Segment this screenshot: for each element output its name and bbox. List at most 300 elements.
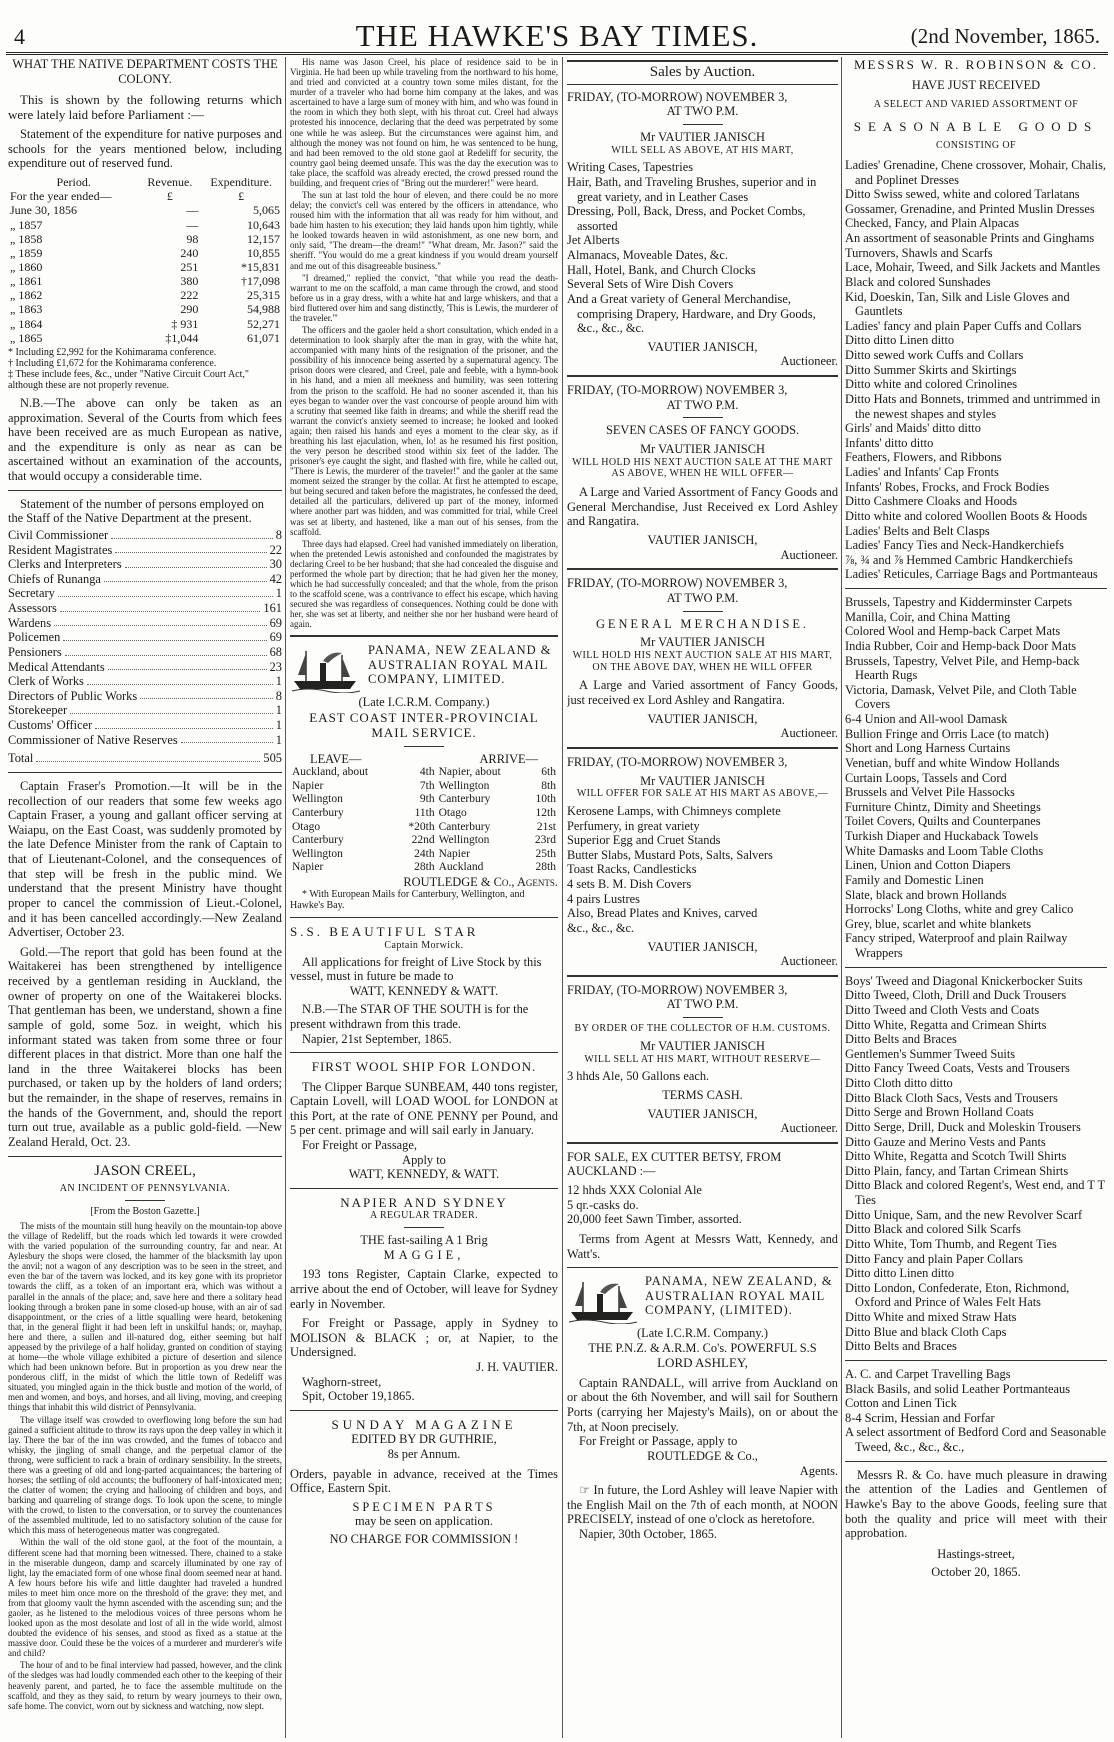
auction-will: WILL HOLD HIS NEXT AUCTION SALE AT THE MART AS ABOVE, WHEN HE WILL OFFER— bbox=[572, 456, 833, 480]
staff-total-value: 505 bbox=[263, 751, 282, 766]
auction-role: Auctioneer. bbox=[780, 1121, 838, 1136]
list-item: Ladies' Belts and Belt Clasps bbox=[845, 523, 990, 538]
staff-row bbox=[8, 586, 282, 601]
goods-list-household bbox=[845, 595, 1107, 961]
auction-advert bbox=[567, 90, 838, 369]
auction-advert bbox=[567, 576, 838, 741]
sydney-sub: A REGULAR TRADER. bbox=[369, 1210, 478, 1222]
staff-total-label: Total bbox=[8, 751, 34, 766]
sunday-price: 8s per Annum. bbox=[387, 1446, 461, 1461]
schedule-leave-day: 24th bbox=[414, 847, 435, 860]
table-cell-expenditure: 54,988 bbox=[247, 302, 280, 317]
table-cell-period: „ 1862 bbox=[10, 288, 43, 303]
list-item: Ditto ditto Linen ditto bbox=[845, 333, 955, 348]
table-header: Period. bbox=[56, 175, 91, 190]
table-row bbox=[8, 288, 282, 302]
list-item: Toilet Covers, Quilts and Counterpanes bbox=[845, 814, 1041, 829]
dot-leader bbox=[54, 616, 267, 627]
table-header: Expenditure. bbox=[210, 175, 272, 190]
staff-row bbox=[8, 703, 282, 718]
list-item: 4 pairs Lustres bbox=[567, 891, 640, 906]
wool-ship-advert bbox=[290, 1059, 558, 1182]
firm-consisting: CONSISTING OF bbox=[936, 140, 1016, 152]
staff-role: Pensioners bbox=[8, 644, 62, 659]
divider bbox=[125, 1200, 165, 1201]
schedule-arrive-port: Auckland bbox=[438, 861, 484, 874]
list-item: And a Great variety of General Merchandise, comprising Drapery, Hardware, and Dry Goods, &c., &c., &c. bbox=[567, 291, 816, 336]
table-cell-period: „ 1859 bbox=[10, 245, 43, 260]
schedule-arrive-port: Canterbury bbox=[438, 793, 491, 806]
schedule-arrive-day: 21st bbox=[536, 820, 556, 833]
lord-ashley-ship: LORD ASHLEY, bbox=[657, 1355, 748, 1371]
schedule-row bbox=[290, 780, 558, 794]
staff-role: Clerks and Interpreters bbox=[8, 557, 122, 572]
list-item: Ditto Cashmere Cloaks and Hoods bbox=[845, 494, 1018, 509]
list-item: Ditto Cloth ditto ditto bbox=[845, 1076, 953, 1090]
list-item: Butter Slabs, Mustard Pots, Salts, Salvers bbox=[567, 847, 773, 862]
auction-role: Auctioneer. bbox=[780, 547, 838, 562]
schedule-row bbox=[290, 821, 558, 835]
list-item: Linen, Union and Cotton Diapers bbox=[845, 858, 1011, 873]
column-divider bbox=[285, 57, 286, 1738]
list-item: Ditto Belts and Braces bbox=[845, 1032, 957, 1047]
table-cell-revenue: 98 bbox=[186, 231, 199, 246]
list-item: Grey, blue, scarlet and white blankets bbox=[845, 916, 1032, 931]
column-1 bbox=[8, 57, 282, 1738]
divider bbox=[290, 1052, 558, 1053]
mail-service-title: EAST COAST INTER-PROVINCIAL MAIL SERVICE. bbox=[309, 710, 539, 741]
staff-role: Commissioner of Native Reserves bbox=[8, 732, 178, 747]
divider bbox=[567, 1142, 838, 1144]
table-row bbox=[8, 302, 282, 316]
dot-leader bbox=[115, 543, 266, 554]
staff-role: Policemen bbox=[8, 630, 61, 645]
schedule-leave-port: Wellington bbox=[292, 793, 343, 806]
auction-heading: SEVEN CASES OF FANCY GOODS. bbox=[605, 423, 800, 438]
list-item: Fancy striped, Waterproof and plain Railway Wrappers bbox=[845, 931, 1068, 960]
divider bbox=[290, 1410, 558, 1411]
table-cell-expenditure: 25,315 bbox=[247, 288, 280, 303]
firm-date: October 20, 1865. bbox=[931, 1565, 1021, 1580]
list-item: Hair, Bath, and Traveling Brushes, superior and in great variety, and in Leather Cases bbox=[567, 174, 817, 204]
list-item: Gentlemen's Summer Tweed Suits bbox=[845, 1046, 1016, 1061]
dot-leader bbox=[125, 557, 267, 568]
schedule-arrive-port: Napier, about bbox=[438, 766, 501, 779]
schedule-leave-day: 11th bbox=[414, 806, 435, 819]
betsy-item-list bbox=[567, 1183, 838, 1227]
list-item: Family and Domestic Linen bbox=[845, 872, 984, 887]
list-item: Toast Racks, Candlesticks bbox=[567, 862, 697, 877]
staff-row bbox=[8, 543, 282, 558]
list-item: Ditto Blue and black Cloth Caps bbox=[845, 1324, 1007, 1339]
story-paragraph: His name was Jason Creel, his place of residence said to be in Virginia. He had been up while traveling from the northward to his home, and tried and convicted at a country town some miles distant, for the murder of a traveler who had borne him company at the lakes, and was ascertained to have a large sum of money with him, and who was found in the room in which they both slept, with his throat cut. Creel had always protested his innocence, declaring that the deed was perpetrated by some one while he was asleep. But the circumstances were against him, and although the money was not found on him, he was sentenced to be hung, and had been removed to the old stone gaol at Redeliff for security, the country gaol being deemed unsafe. This was the day the execution was to take place, the scaffold was already erected, the crowd pressed round the building, and frequent cries of "Bring out the murderer!" were heard. bbox=[290, 57, 558, 188]
list-item: Ditto White and mixed Straw Hats bbox=[845, 1310, 1017, 1324]
auction-role: Auctioneer. bbox=[780, 354, 838, 369]
list-item: Victoria, Damask, Velvet Pile, and Cloth Table Covers bbox=[845, 682, 1077, 712]
schedule-table bbox=[290, 766, 558, 875]
firm-select: A SELECT AND VARIED ASSORTMENT OF bbox=[873, 98, 1079, 110]
staff-row bbox=[8, 528, 282, 543]
star-sign: WATT, KENNEDY & WATT. bbox=[349, 983, 499, 998]
divider bbox=[683, 611, 723, 612]
staff-row bbox=[8, 616, 282, 631]
list-item: Almanacs, Moveable Dates, &c. bbox=[567, 248, 729, 263]
auction-item-list bbox=[567, 804, 838, 936]
list-item: Girls' and Maids' ditto ditto bbox=[845, 421, 981, 436]
list-item: Black and colored Sunshades bbox=[845, 274, 991, 289]
staff-row bbox=[8, 645, 282, 660]
dot-leader bbox=[60, 601, 261, 612]
steamship-icon bbox=[567, 1276, 639, 1324]
auction-sign: VAUTIER JANISCH, bbox=[647, 533, 758, 548]
list-item: Gossamer, Grenadine, and Printed Muslin Dresses bbox=[845, 201, 1095, 216]
staff-count: 68 bbox=[269, 644, 282, 659]
schedule-row bbox=[290, 834, 558, 848]
column-3 bbox=[567, 57, 838, 1738]
schedule-leave-day: 22nd bbox=[411, 834, 435, 847]
staff-row bbox=[8, 660, 282, 675]
table-subheader-row bbox=[8, 189, 282, 203]
auction-advert bbox=[567, 383, 838, 562]
staff-row bbox=[8, 718, 282, 733]
column-4 bbox=[845, 57, 1107, 1738]
lord-ashley-sign: ROUTLEDGE & Co., bbox=[647, 1448, 758, 1463]
table-row bbox=[8, 246, 282, 260]
table-cell-expenditure: 61,071 bbox=[247, 330, 280, 345]
maggie-sign: J. H. VAUTIER. bbox=[476, 1360, 558, 1375]
table-cell-period: „ 1860 bbox=[10, 259, 43, 274]
table-cell-expenditure: 10,643 bbox=[247, 217, 280, 232]
list-item: Several Sets of Wire Dish Covers bbox=[567, 277, 734, 292]
dot-leader bbox=[70, 703, 273, 714]
table-row bbox=[8, 260, 282, 274]
sunday-title: SUNDAY MAGAZINE bbox=[331, 1416, 517, 1432]
table-cell-revenue: 290 bbox=[180, 302, 199, 317]
auction-date: FRIDAY, (TO-MORROW) NOVEMBER 3, bbox=[567, 982, 788, 997]
list-item: Ditto London, Confederate, Eton, Richmond, Oxford and Prince of Wales Felt Hats bbox=[845, 1280, 1070, 1310]
auction-will: WILL HOLD HIS NEXT AUCTION SALE AT HIS MART, ON THE ABOVE DAY, WHEN HE WILL OFFER bbox=[572, 649, 833, 673]
table-subheader: £ bbox=[238, 189, 245, 204]
list-item: Ladies' fancy and plain Paper Cuffs and Collars bbox=[845, 318, 1082, 333]
schedule-header-leave: LEAVE— bbox=[310, 751, 362, 766]
list-item: Colored Wool and Hemp-back Carpet Mats bbox=[845, 624, 1061, 639]
list-item: Ditto Gauze and Merino Vests and Pants bbox=[845, 1134, 1046, 1149]
staff-role: Chiefs of Runanga bbox=[8, 571, 101, 586]
auction-advert bbox=[567, 755, 838, 969]
staff-count: 8 bbox=[275, 527, 282, 542]
beautiful-star-advert bbox=[290, 924, 558, 1046]
staff-count: 69 bbox=[269, 615, 282, 630]
list-item: 12 hhds XXX Colonial Ale bbox=[567, 1183, 702, 1198]
maggie-date: Spit, October 19,1865. bbox=[302, 1389, 415, 1404]
maggie-body: 193 tons Register, Captain Clarke, expected to arrive about the end of October, will leave for Sydney early in November. bbox=[290, 1267, 558, 1311]
schedule-leave-port: Auckland, about bbox=[292, 766, 369, 779]
table-row bbox=[8, 317, 282, 331]
auction-time: AT TWO P.M. bbox=[666, 997, 739, 1012]
list-item: A select assortment of Bedford Cord and Seasonable Tweed, &c., &c., &c., bbox=[845, 1425, 1107, 1454]
list-item: Ditto Serge and Brown Holland Coats bbox=[845, 1105, 1034, 1120]
staff-row bbox=[8, 689, 282, 704]
auction-sign: VAUTIER JANISCH, bbox=[647, 939, 758, 954]
firm-seasonable: SEASONABLE GOODS bbox=[853, 118, 1099, 134]
dot-leader bbox=[111, 528, 273, 539]
auction-role: Auctioneer. bbox=[780, 726, 838, 741]
auction-body: A Large and Varied assortment of Fancy Goods, just received ex Lord Ashley and Rangatira. bbox=[567, 678, 838, 708]
lord-ashley-line: THE P.N.Z. & A.R.M. Co's. POWERFUL S.S bbox=[588, 1340, 817, 1355]
list-item: Turnovers, Shawls and Scarfs bbox=[845, 245, 993, 260]
list-item: Ditto Fancy Tweed Coats, Vests and Trousers bbox=[845, 1061, 1070, 1076]
lord-ashley-sub: (Late I.C.R.M. Company.) bbox=[637, 1326, 768, 1341]
betsy-terms: Terms from Agent at Messrs Watt, Kennedy, and Watt's. bbox=[567, 1231, 838, 1261]
wool-sign: WATT, KENNEDY, & WATT. bbox=[348, 1167, 500, 1182]
staff-role: Medical Attendants bbox=[8, 659, 105, 674]
dot-leader bbox=[65, 645, 267, 656]
staff-count: 1 bbox=[275, 674, 282, 689]
list-item: Ditto Serge, Drill, Duck and Moleskin Trousers bbox=[845, 1119, 1081, 1134]
divider bbox=[8, 490, 282, 491]
table-cell-revenue: — bbox=[186, 217, 199, 232]
maggie-freight: For Freight or Passage, apply in Sydney to MOLISON & BLACK ; or, at Napier, to the Undersigned. bbox=[290, 1316, 558, 1360]
story-title: JASON CREEL, bbox=[94, 1162, 196, 1179]
sydney-title: NAPIER AND SYDNEY bbox=[340, 1194, 508, 1210]
table-cell-revenue: 240 bbox=[180, 245, 199, 260]
firm-place: Hastings-street, bbox=[937, 1546, 1015, 1561]
list-item: An assortment of seasonable Prints and Ginghams bbox=[845, 231, 1095, 245]
auction-auctioneer: Mr VAUTIER JANISCH bbox=[640, 635, 765, 650]
list-item: Ditto White, Regatta and Crimean Shirts bbox=[845, 1017, 1047, 1032]
schedule-row bbox=[290, 793, 558, 807]
story-paragraph: The mists of the mountain still hung heavily on the mountain-top above the village of Redeliff, but the roads which led towards it were crowded with the varied population of the surrounding country, far and near. At Aylesbury the shops were closed, the hammer of the blacksmith lay upon the anvil; not a wagon of any description was to be seen in the street, and even the bar of the tavern was locked, and its key gone with its proprietor towards the cliff, as a token of an important era, which was without a parallel in the annals of the place; and, save here and there a solitary head looking through a broken pane in some closed-up house, with an air of sad disappointment, or the cries of a little squalling were heard, betokening that, in the general flight it had been left in unskilful hands; or, mayhap, here and there, a sullen and ill-natured dog, either seeming but half appeased by the privilege of a half holiday, granted on condition of staying at home—the whole village exhibited a picture of desertion and silence which had been unknown before. But in proportion as you drew near the ponderous cliff, in the midst of which the little town of Redeliff was situated, you mingled again in the thick bustle and motion of the world, of men and women, and boys, and horses, and all living, moving, and creeping things that inhabit this wild district of Pennsylvania. bbox=[8, 1221, 282, 1413]
auction-body: A Large and Varied Assortment of Fancy Goods and General Merchandise, Just Received ex Lord Ashley and Rangatira. bbox=[567, 485, 838, 529]
list-item: Ditto Plain, fancy, and Tartan Crimean Shirts bbox=[845, 1163, 1069, 1178]
sunday-orders: Orders, payable in advance, received at the Times Office, Eastern Spit. bbox=[290, 1466, 558, 1496]
list-item: 6-4 Union and All-wool Damask bbox=[845, 712, 1008, 726]
star-date: Napier, 21st September, 1865. bbox=[302, 1031, 452, 1046]
schedule-arrive-port: Otago bbox=[438, 806, 467, 819]
staff-row bbox=[8, 572, 282, 587]
list-item: Cotton and Linen Tick bbox=[845, 1396, 957, 1411]
list-item: Superior Egg and Cruet Stands bbox=[567, 833, 721, 848]
list-item: ⅞, ¾ and ⅞ Hemmed Cambric Handkerchiefs bbox=[845, 552, 1073, 567]
dot-leader bbox=[181, 733, 273, 744]
list-item: Ladies' Fancy Ties and Neck-Handkerchiefs bbox=[845, 538, 1065, 553]
auction-body: 3 hhds Ale, 50 Gallons each. bbox=[567, 1069, 710, 1084]
auction-sign: VAUTIER JANISCH, bbox=[647, 711, 758, 726]
story-paragraph: The village itself was crowded to overflowing long before the sun had gained a sufficient altitude to throw its rays upon the deep valley in which it lay. There the bar of the inn was crowded, and the fumes of tobacco and whisky, the jingling of small change, and the perpetual clamor of the throng, were sufficient to rack a brain of ordinary sensibility. In the streets, there was a greeting of old and long-parted acquaintances; the bartering of horses; the settling of old accounts; the buffoonery of half-intoxicated men; the clatter of women; the crying and hallooing of children and boys, and barking and quarreling of strange dogs. To look upon the scene, to mingle with the crowd, to listen to the conversation, or to survey the countenances of the assembled multitude, led to no satisfactory solution of the cause for which this mass of heterogeneous matter was congregated. bbox=[8, 1414, 282, 1536]
table-cell-period: „ 1864 bbox=[10, 316, 43, 331]
list-item: Ditto Tweed, Cloth, Drill and Duck Trousers bbox=[845, 988, 1067, 1003]
table-cell-period: „ 1861 bbox=[10, 274, 43, 289]
sunday-magazine-advert bbox=[290, 1417, 558, 1547]
staff-role: Secretary bbox=[8, 586, 55, 601]
auction-auctioneer: Mr VAUTIER JANISCH bbox=[640, 441, 765, 456]
auction-time: AT TWO P.M. bbox=[666, 397, 739, 412]
column-divider bbox=[562, 57, 563, 1738]
staff-count: 23 bbox=[269, 659, 282, 674]
auction-will: WILL SELL AT HIS MART, WITHOUT RESERVE— bbox=[584, 1053, 821, 1065]
staff-role: Civil Commissioner bbox=[8, 527, 109, 542]
staff-count: 1 bbox=[275, 703, 282, 718]
mail-company-sign: ROUTLEDGE & Co., Agents. bbox=[403, 874, 558, 889]
list-item: Bullion Fringe and Orris Lace (to match) bbox=[845, 726, 1049, 741]
star-title: S.S. BEAUTIFUL STAR bbox=[290, 924, 479, 940]
auction-date: FRIDAY, (TO-MORROW) NOVEMBER 3, bbox=[567, 576, 788, 591]
schedule-arrive-day: 6th bbox=[541, 766, 556, 779]
staff-role: Clerk of Works bbox=[8, 674, 84, 689]
list-item: Ditto sewed work Cuffs and Collars bbox=[845, 348, 1024, 362]
table-header: Revenue. bbox=[147, 175, 193, 190]
staff-role: Wardens bbox=[8, 615, 52, 630]
list-item: Ditto Summer Skirts and Skirtings bbox=[845, 362, 1017, 377]
list-item: Brussels and Velvet Pile Hassocks bbox=[845, 785, 1015, 800]
story-source: [From the Boston Gazette.] bbox=[90, 1206, 200, 1218]
staff-row bbox=[8, 733, 282, 748]
auction-sign: VAUTIER JANISCH, bbox=[647, 339, 758, 354]
table-cell-expenditure: 52,271 bbox=[247, 316, 280, 331]
divider bbox=[683, 1017, 723, 1018]
list-item: Checked, Fancy, and Plain Alpacas bbox=[845, 216, 1019, 231]
auction-time: AT TWO P.M. bbox=[666, 590, 739, 605]
schedule-arrive-port: Wellington bbox=[438, 834, 490, 847]
divider bbox=[567, 568, 838, 570]
auction-heading: GENERAL MERCHANDISE. bbox=[595, 616, 810, 631]
table-subheader: £ bbox=[166, 189, 173, 204]
list-item: Dressing, Poll, Back, Dress, and Pocket Combs, assorted bbox=[567, 204, 806, 233]
dot-leader bbox=[87, 674, 273, 685]
staff-role: Directors of Public Works bbox=[8, 688, 138, 703]
auction-auctioneer: Mr VAUTIER JANISCH bbox=[640, 1038, 765, 1053]
story-paragraph: Within the wall of the old stone gaol, at the foot of the mountain, a different scene had that morning been witnessed. There, chained to a stake in the miserable dungeon, damp and scarcely illuminated by one ray of light, lay the emaciated form of one whose final doom seemed near at hand. A few hours before his wife and little daughter had traveled a hundred miles to meet him once more on the threshold of the grave: they met, and from that gloomy vault the hymn ascended with the ascending sun; and the gaoler, as he listened to the melodious voices of three persons whom he looked upon as the most desolate and lost of all in the wide world, almost doubted the evidence of his senses, and stood as fixed as a statue at the massive door. Could these be the voices of a murderer and murderer's wife and child? bbox=[8, 1537, 282, 1659]
divider bbox=[845, 967, 1107, 968]
staff-count: 42 bbox=[269, 571, 282, 586]
staff-role: Assessors bbox=[8, 601, 57, 616]
list-item: Ditto Black and colored Silk Scarfs bbox=[845, 1222, 1021, 1237]
auction-date: FRIDAY, (TO-MORROW) NOVEMBER 3, bbox=[567, 383, 788, 398]
list-item: Furniture Chintz, Dimity and Sheetings bbox=[845, 799, 1041, 814]
schedule-row bbox=[290, 861, 558, 875]
firm-closing: Messrs R. & Co. have much pleasure in drawing the attention of the Ladies and Gentlemen of Hawke's Bay to the above Goods, feeling sure that both the quality and price will meet with their approbation. bbox=[845, 1467, 1107, 1541]
schedule-leave-day: 9th bbox=[419, 793, 435, 806]
divider bbox=[683, 417, 723, 418]
article-intro: This is shown by the following returns which were lately laid before Parliament :— bbox=[8, 91, 282, 122]
mail-company-sub: (Late I.C.R.M. Company.) bbox=[358, 695, 490, 710]
auction-role: Auctioneer. bbox=[780, 954, 838, 969]
list-item: Ditto Black Cloth Sacs, Vests and Trousers bbox=[845, 1090, 1058, 1105]
list-item: Black Basils, and solid Leather Portmanteaus bbox=[845, 1381, 1071, 1396]
list-item: 20,000 feet Sawn Timber, assorted. bbox=[567, 1212, 742, 1227]
table-cell-expenditure: 10,855 bbox=[247, 245, 280, 260]
column-divider bbox=[841, 57, 842, 1738]
list-item: Ditto Black and colored Regent's, West end, and T T Ties bbox=[845, 1178, 1105, 1207]
mail-company-note: * With European Mails for Canterbury, Wellington, and Hawke's Bay. bbox=[290, 889, 525, 912]
sunday-nocharge: NO CHARGE FOR COMMISSION ! bbox=[329, 1532, 519, 1547]
story-paragraph: The hour of and to be final interview had passed, however, and the clink of the sledges was had loudly commended each other to the keeping of their heavenly parent, and parted, he to face the assemble multitude on the scaffold, and they as they said, to return by weary journeys to their own, safe home. The convict, worn out by sickness and watching, now slept. bbox=[8, 1660, 282, 1711]
article-fraser-promotion: Captain Fraser's Promotion.—It will be in the recollection of our readers that some few weeks ago Captain Fraser, a young and gallant officer serving at Waiapu, on the East Coast, was suddenly promoted by the late Defence Minister from the rank of Captain to that of Lieutenant-Colonel, and the consequences of that step will be fresh in the public mind. We understand that the present Ministry have thought proper to cancel the commission of Lieut.-Colonel, and it has been cancelled accordingly.—New Zealand Advertiser, October 23. bbox=[8, 778, 282, 940]
list-item: Infants' ditto ditto bbox=[845, 435, 934, 450]
steamship-icon bbox=[290, 645, 362, 693]
expenditure-intro: Statement of the expenditure for native purposes and schools for the years mentioned below, including expenditure out of reserved fund. bbox=[8, 127, 282, 171]
schedule-arrive-port: Wellington bbox=[438, 779, 490, 792]
divider bbox=[845, 1461, 1107, 1462]
table-cell-revenue: 222 bbox=[180, 288, 199, 303]
footnote: * Including £2,992 for the Kohimarama conference. bbox=[8, 346, 217, 358]
divider bbox=[290, 1188, 558, 1189]
auction-sign: VAUTIER JANISCH, bbox=[647, 1106, 758, 1121]
dot-leader bbox=[95, 718, 273, 729]
auction-date: FRIDAY, (TO-MORROW) NOVEMBER 3, bbox=[567, 754, 788, 769]
lord-ashley-title: PANAMA, NEW ZEALAND, & AUSTRALIAN ROYAL MAIL COMPANY, (LIMITED). bbox=[645, 1274, 833, 1317]
list-item: Ladies' Grenadine, Chene crossover, Mohair, Chalis, and Poplinet Dresses bbox=[845, 157, 1107, 187]
star-nb: N.B.—The STAR OF THE SOUTH is for the present withdrawn from this trade. bbox=[290, 1002, 529, 1032]
list-item: Ditto Unique, Sam, and the new Revolver Scarf bbox=[845, 1207, 1083, 1222]
list-item: Horrocks' Long Cloths, white and grey Calico bbox=[845, 902, 1074, 917]
list-item: Jet Alberts bbox=[567, 233, 620, 248]
list-item: Kid, Doeskin, Tan, Silk and Lisle Gloves and Gauntlets bbox=[845, 289, 1070, 319]
table-cell-revenue: — bbox=[186, 203, 199, 218]
sunday-specimen: SPECIMEN PARTS bbox=[352, 1499, 496, 1514]
schedule-row bbox=[290, 848, 558, 862]
staff-count: 8 bbox=[275, 688, 282, 703]
lord-ashley-freight: For Freight or Passage, apply to bbox=[579, 1434, 738, 1449]
divider bbox=[567, 375, 838, 377]
list-item: Ditto white and colored Woollen Boots & Hoods bbox=[845, 508, 1088, 523]
schedule-header bbox=[290, 752, 558, 767]
divider bbox=[290, 917, 558, 918]
list-item: Lace, Mohair, Tweed, and Silk Jackets and Mantles bbox=[845, 260, 1101, 275]
wool-title: FIRST WOOL SHIP FOR LONDON. bbox=[311, 1059, 537, 1075]
staff-row bbox=[8, 601, 282, 616]
sunday-editor: EDITED BY DR GUTHRIE, bbox=[351, 1432, 497, 1447]
list-item: Ladies' and Infants' Cap Fronts bbox=[845, 465, 999, 479]
table-cell-expenditure: †17,098 bbox=[241, 274, 280, 289]
dot-leader bbox=[63, 630, 266, 641]
wool-freight: For Freight or Passage, bbox=[302, 1138, 417, 1153]
auction-order: BY ORDER OF THE COLLECTOR OF H.M. CUSTOMS. bbox=[574, 1023, 831, 1035]
divider bbox=[404, 746, 444, 747]
staff-role: Resident Magistrates bbox=[8, 542, 113, 557]
list-item: A. C. and Carpet Travelling Bags bbox=[845, 1366, 1011, 1381]
napier-sydney-advert bbox=[290, 1195, 558, 1404]
divider bbox=[683, 124, 723, 125]
staff-row bbox=[8, 630, 282, 645]
story-paragraph: The officers and the gaoler held a short consultation, which ended in a determination to look sharply after the man in gray, with the white hat, accompanied with many hints of the resignation of the prisoner, and the possibility of his innocence being asserted by a supernatural agency. The prison doors were cleared, and Creel, pale and feeble, with a hymn-book in his hand, and a mien all meekness and humility, was seen tottering from the prison to the scaffold. He had no sooner ascended it, than his eyes began to wander over the vast concourse of people around him with a scrutiny that seemed like faith in dreams; and while the sheriff read the warrant the convict's anxiety seemed to increase; he looked and looked again; then raised his hands and eyes a moment to the clear sky, as if breathing his last ejaculation, when, lo! as he resumed his first position, the very person he described stood within six feet of the ladder. The prisoner's eye caught the sight, and flashed with fire, while he called out, "There is Lewis, the murderer of the traveler!" and the gaoler at the same moment seized the stranger by the collar. At first he attempted to escape, but being secured and taken before the magistrates, he confessed the deed, detailed all the particulars, delivered up part of the money, informed where another part was hidden, and was committed for trial, while Creel was set at liberty, and hastened, like a man out of his senses, from the scaffold. bbox=[290, 325, 558, 537]
list-item: Venetian, buff and white Window Hollands bbox=[845, 755, 1060, 770]
table-cell-revenue: ‡ 931 bbox=[171, 316, 199, 331]
schedule-leave-port: Canterbury bbox=[292, 834, 344, 847]
list-item: &c., &c., &c. bbox=[567, 920, 635, 935]
list-item: Turkish Diaper and Huckaback Towels bbox=[845, 829, 1039, 843]
table-cell-expenditure: 12,157 bbox=[247, 231, 280, 246]
schedule-arrive-day: 25th bbox=[535, 847, 556, 860]
table-row bbox=[8, 331, 282, 345]
list-item: Ditto Belts and Braces bbox=[845, 1339, 957, 1354]
lord-ashley-date: Napier, 30th October, 1865. bbox=[579, 1527, 718, 1542]
list-item: Ditto White, Tom Thumb, and Regent Ties bbox=[845, 1236, 1057, 1251]
schedule-header-arrive: ARRIVE— bbox=[479, 751, 538, 766]
column-2 bbox=[290, 57, 558, 1738]
wool-apply: Apply to bbox=[402, 1152, 446, 1167]
story-paragraph: Three days had elapsed. Creel had vanished immediately on liberation, when the pretended Lewis astonished and confounded the magistrates by declaring Creel to be her husband; that she had concealed the disguise and performed the whole part by direction; that he had given her the money, which he had successfully concealed; and that the whole, from the prison to the scaffold scene, was a contrivance to effect his escape, which having secured she was regardless of consequences. Nothing could be done with her, she was set at liberty, and neither she nor her husband were heard of again. bbox=[290, 538, 558, 630]
schedule-leave-port: Otago bbox=[292, 820, 321, 833]
list-item: Perfumery, in great variety bbox=[567, 818, 700, 833]
schedule-leave-port: Napier bbox=[292, 779, 324, 792]
mail-company-title: PANAMA, NEW ZEALAND & AUSTRALIAN ROYAL MAIL COMPANY, LIMITED. bbox=[368, 643, 552, 687]
list-item: Feathers, Flowers, and Ribbons bbox=[845, 450, 1002, 465]
schedule-leave-port: Wellington bbox=[292, 847, 343, 860]
list-item: 4 sets B. M. Dish Covers bbox=[567, 877, 692, 892]
table-cell-expenditure: 5,065 bbox=[253, 203, 280, 218]
staff-table bbox=[8, 528, 282, 747]
